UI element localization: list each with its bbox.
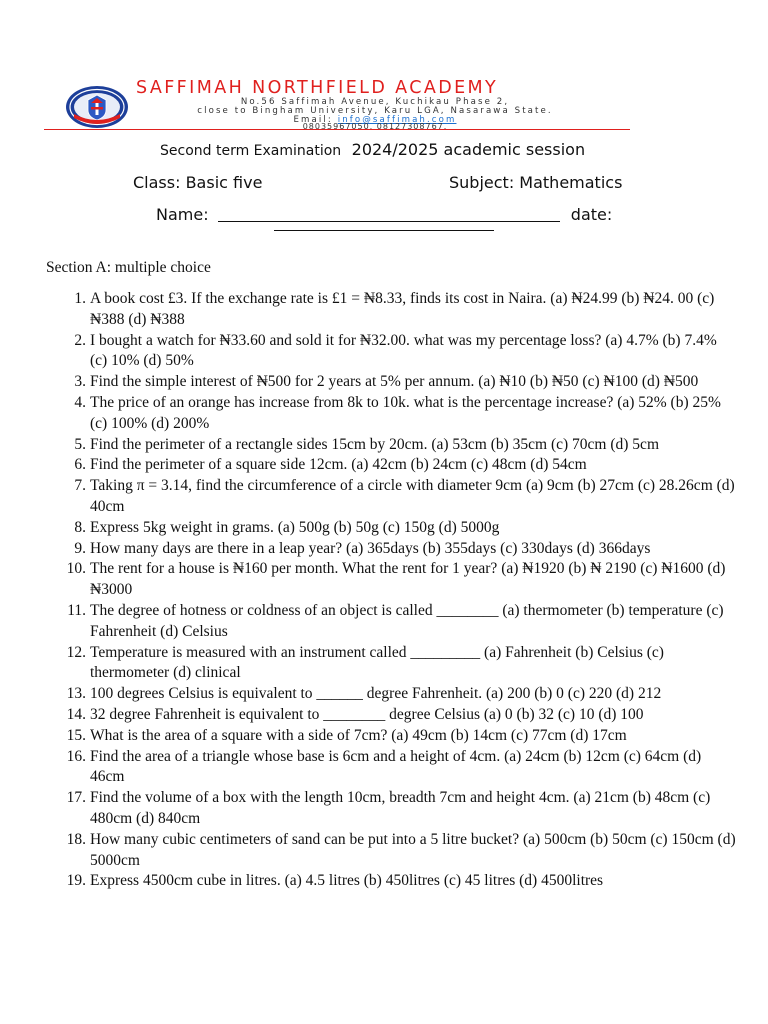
- question-text: Express 4500cm cube in litres. (a) 4.5 litres (b) 450litres (c) 45 litres (d) 4500litres: [90, 872, 604, 890]
- question-item: [46, 643, 736, 685]
- question-text: Temperature is measured with an instrument called _________ (a) Fahrenheit (b) Celsius (c) thermometer (d) clinical: [90, 643, 664, 682]
- question-item: [46, 435, 736, 456]
- question-item: [46, 476, 736, 518]
- question-number: 19.: [66, 872, 86, 890]
- class-label: Class: Basic five: [133, 173, 263, 192]
- question-item: [46, 518, 736, 539]
- question-text: The rent for a house is ₦160 per month. What the rent for 1 year? (a) ₦1920 (b) ₦ 2190 (c) ₦1600 (d) ₦3000: [90, 560, 726, 599]
- question-text: Taking π = 3.14, find the circumference of a circle with diameter 9cm (a) 9cm (b) 27cm (c) 28.26cm (d) 40cm: [90, 477, 735, 515]
- exam-session: 2024/2025 academic session: [351, 140, 586, 159]
- question-number: 6.: [74, 456, 86, 474]
- email-label: Email:: [293, 115, 333, 125]
- question-item: [46, 705, 736, 726]
- question-number: 14.: [66, 705, 86, 723]
- question-number: 3.: [74, 373, 86, 391]
- subject-label: Subject: Mathematics: [449, 173, 623, 192]
- question-item: [46, 455, 736, 476]
- question-number: 15.: [66, 726, 86, 744]
- header-divider: [44, 129, 630, 130]
- question-text: I bought a watch for ₦33.60 and sold it for ₦32.00. what was my percentage loss? (a) 4.7% (b) 7.4% (c) 10% (d) 50%: [90, 331, 717, 370]
- question-text: The degree of hotness or coldness of an object is called ________ (a) thermometer (b) temperature (c) Fahrenheit (d) Celsius: [90, 601, 724, 640]
- question-list: [46, 289, 736, 892]
- question-text: Find the simple interest of ₦500 for 2 years at 5% per annum. (a) ₦10 (b) ₦50 (c) ₦100 (d) ₦500: [90, 373, 699, 391]
- address-line-2: close to Bingham University, Karu LGA, Nasarawa State.: [197, 106, 553, 116]
- name-date-line: [156, 205, 612, 224]
- question-number: 1.: [74, 290, 86, 307]
- question-text: How many cubic centimeters of sand can be put into a 5 litre bucket? (a) 500cm (b) 50cm (c) 150cm (d) 5000cm: [90, 830, 736, 869]
- question-number: 13.: [66, 685, 86, 703]
- address-line-1: No.56 Saffimah Avenue, Kuchikau Phase 2,: [240, 97, 510, 107]
- question-text: 32 degree Fahrenheit is equivalent to ________ degree Celsius (a) 0 (b) 32 (c) 10 (d) 100: [90, 705, 644, 723]
- question-text: The price of an orange has increase from 8k to 10k. what is the percentage increase? (a) 52% (b) 25% (c) 100% (d) 200%: [90, 393, 721, 432]
- question-number: 10.: [66, 560, 86, 578]
- question-number: 5.: [74, 435, 86, 453]
- phone-numbers: 08035967050, 08127308767.: [302, 122, 448, 131]
- question-item: [46, 331, 736, 373]
- email-link[interactable]: info@saffimah.com: [337, 115, 457, 125]
- school-name: SAFFIMAH NORTHFIELD ACADEMY: [136, 78, 499, 98]
- question-text: Express 5kg weight in grams. (a) 500g (b) 50g (c) 150g (d) 5000g: [90, 518, 500, 536]
- question-item: [46, 393, 736, 435]
- question-item: [46, 372, 736, 393]
- question-item: [46, 684, 736, 705]
- question-number: 4.: [74, 393, 86, 411]
- question-item: [46, 747, 736, 789]
- question-text: Find the volume of a box with the length 10cm, breadth 7cm and height 4cm. (a) 21cm (b) 48cm (c) 480cm (d) 840cm: [90, 789, 711, 827]
- name-label: Name:: [156, 205, 209, 224]
- question-number: 7.: [74, 477, 86, 495]
- question-number: 9.: [74, 539, 86, 557]
- question-item: [46, 601, 736, 643]
- question-number: 12.: [66, 643, 86, 661]
- question-text: Find the area of a triangle whose base is 6cm and a height of 4cm. (a) 24cm (b) 12cm (c) 64cm (d) 46cm: [90, 747, 702, 786]
- name-blank: [218, 205, 560, 222]
- question-item: [46, 726, 736, 747]
- question-text: Find the perimeter of a rectangle sides 15cm by 20cm. (a) 53cm (b) 35cm (c) 70cm (d) 5cm: [90, 435, 659, 453]
- exam-title-line: [160, 140, 585, 159]
- question-number: 17.: [66, 789, 86, 807]
- letterhead: [0, 0, 768, 140]
- question-item: [46, 788, 736, 830]
- question-text: What is the area of a square with a side of 7cm? (a) 49cm (b) 14cm (c) 77cm (d) 17cm: [90, 726, 627, 744]
- question-text: How many days are there in a leap year? (a) 365days (b) 355days (c) 330days (d) 366days: [90, 539, 651, 557]
- question-text: 100 degrees Celsius is equivalent to ______ degree Fahrenheit. (a) 200 (b) 0 (c) 220 (d) 212: [90, 685, 662, 703]
- date-label: date:: [570, 205, 613, 224]
- date-blank: [274, 230, 494, 231]
- question-number: 18.: [66, 830, 86, 848]
- question-text: Find the perimeter of a square side 12cm. (a) 42cm (b) 24cm (c) 48cm (d) 54cm: [90, 456, 587, 474]
- question-item: [46, 871, 736, 892]
- question-number: 16.: [66, 747, 86, 765]
- question-number: 8.: [74, 518, 86, 536]
- exam-title: Second term Examination: [160, 143, 342, 159]
- question-item: [46, 830, 736, 872]
- school-crest-icon: [64, 84, 130, 130]
- question-item: [46, 559, 736, 601]
- question-item: [46, 289, 736, 331]
- question-text: A book cost £3. If the exchange rate is £1 = ₦8.33, finds its cost in Naira. (a) ₦24.99 (b) ₦24. 00 (c) ₦388 (d) ₦388: [90, 290, 715, 328]
- section-title: Section A: multiple choice: [46, 259, 211, 276]
- question-item: [46, 539, 736, 560]
- question-number: 11.: [67, 601, 86, 619]
- question-number: 2.: [74, 331, 86, 349]
